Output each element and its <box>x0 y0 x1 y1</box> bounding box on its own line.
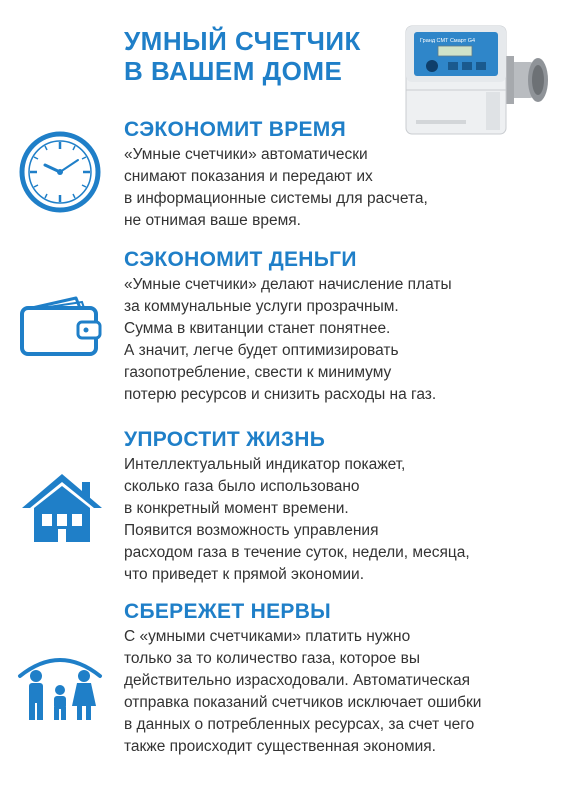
clock-icon <box>18 130 102 214</box>
section-text: Интеллектуальный индикатор покажет, сколько газа было использовано в конкретный момент времени. Появится возможность управления расходом газа в течение суток, недели, месяца, что приведет к прямой экономии. <box>124 456 470 583</box>
section-simplify-life <box>124 428 544 586</box>
section-text: С «умными счетчиками» платить нужно только за то количество газа, которое вы действительно израсходовали. Автоматическая отправка показаний счетчиков исключает ошибки в данных о потребленных ресурсах, за счет чего также происходит существенная экономия. <box>124 628 482 755</box>
meter-label: Гранд СМТ Смарт G4 <box>420 38 476 44</box>
section-save-money <box>124 248 544 406</box>
section-save-time <box>124 118 544 232</box>
section-heading: УПРОСТИТ ЖИЗНЬ <box>124 428 326 451</box>
section-text: «Умные счетчики» делают начисление платы за коммунальные услуги прозрачным. Сумма в квитанции станет понятнее. А значит, легче будет оптимизировать газопотребление, свести к минимуму потерю ресурсов и снизить расходы на газ. <box>124 276 452 403</box>
house-icon <box>20 472 104 544</box>
section-heading: СЭКОНОМИТ ВРЕМЯ <box>124 118 346 141</box>
section-heading: СБЕРЕЖЕТ НЕРВЫ <box>124 600 332 623</box>
wallet-icon <box>18 294 104 358</box>
page-title <box>124 26 361 86</box>
section-save-nerves <box>124 600 544 758</box>
title-line-2: В ВАШЕМ ДОМЕ <box>124 56 343 86</box>
title-line-1: УМНЫЙ СЧЕТЧИК <box>124 26 361 56</box>
section-text: «Умные счетчики» автоматически снимают показания и передают их в информационные системы для расчета, не отнимая ваше время. <box>124 146 428 229</box>
family-icon <box>14 650 106 722</box>
section-heading: СЭКОНОМИТ ДЕНЬГИ <box>124 248 357 271</box>
